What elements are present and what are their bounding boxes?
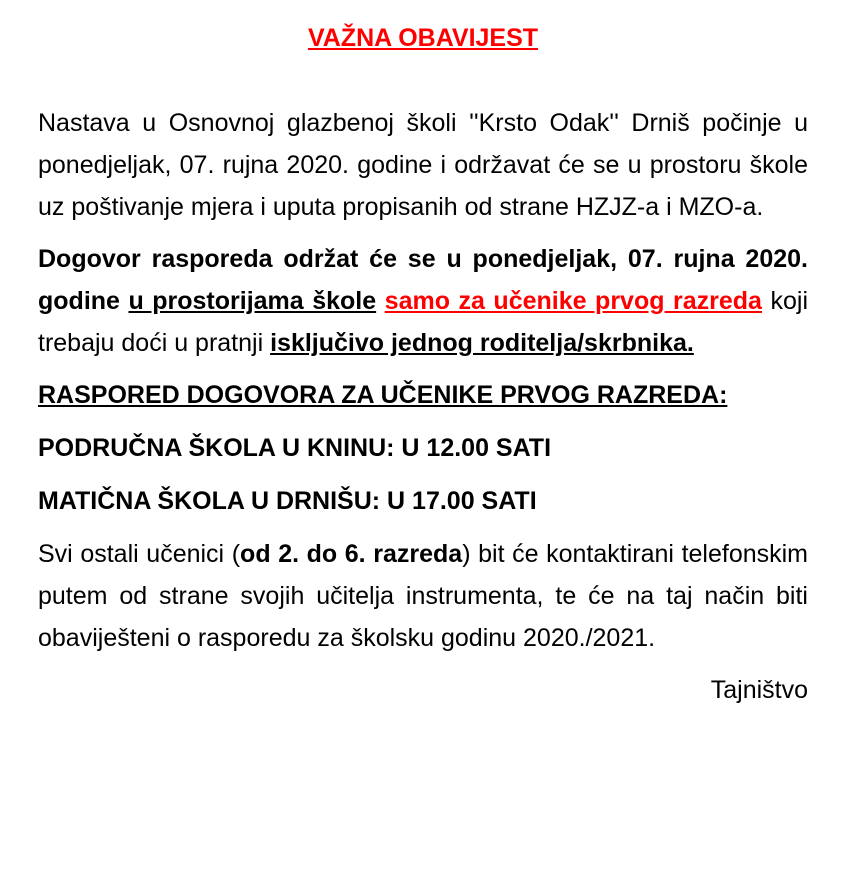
grades-range-text: od 2. do 6. razreda: [240, 540, 463, 568]
one-parent-text: isključivo jednog roditelja/skrbnika.: [270, 329, 694, 357]
other-students-start: Svi ostali učenici (: [38, 540, 241, 568]
schedule-heading: RASPORED DOGOVORA ZA UČENIKE PRVOG RAZREDA:: [38, 381, 728, 409]
other-students-end: ) bit će kontaktirani telefonskim putem od strane svojih učitelja instrumenta, te će na taj način biti obaviješteni o rasporedu za školsku godinu 2020./2021.: [38, 540, 809, 652]
intro-paragraph: Nastava u Osnovnoj glazbenoj školi ''Krsto Odak'' Drniš počinje u ponedjeljak, 07. rujna 2020. godine i održavat će se u prostoru škole uz poštivanje mjera i uputa propisanih od strane HZJZ-a i MZO-a.: [38, 109, 808, 221]
notice-document: [38, 18, 808, 711]
signature: Tajništvo: [710, 676, 808, 704]
spacer-text: [376, 287, 385, 315]
first-grade-only-text: samo za učenike prvog razreda: [384, 287, 762, 315]
first-grade-paragraph: [38, 238, 808, 364]
location-text: u prostorijama škole: [128, 287, 377, 315]
other-students-paragraph: [38, 533, 808, 659]
accompaniment-text: koji trebaju doći u pratnji: [38, 287, 809, 357]
schedule-drnis: MATIČNA ŠKOLA U DRNIŠU: U 17.00 SATI: [38, 487, 537, 515]
meeting-date-text: Dogovor rasporeda održat će se u ponedjeljak, 07. rujna 2020. godine: [38, 245, 808, 315]
notice-title: VAŽNA OBAVIJEST: [307, 24, 539, 52]
schedule-knin: PODRUČNA ŠKOLA U KNINU: U 12.00 SATI: [38, 434, 552, 462]
